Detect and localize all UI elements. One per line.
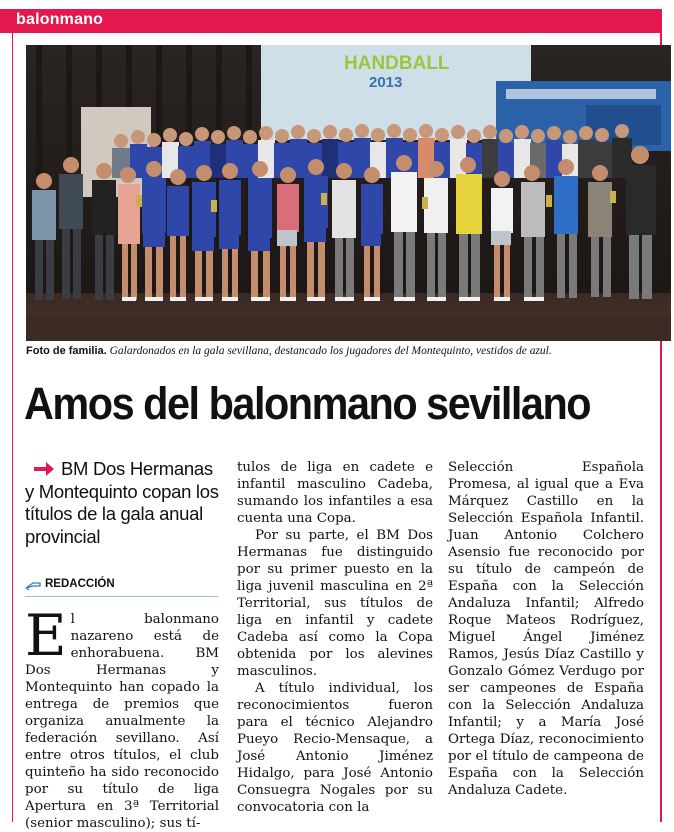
- caption-text: Galardonados en la gala sevillana, destancado los jugadores del Montequinto, vestidos de azul.: [106, 345, 552, 357]
- dropcap: E: [25, 603, 67, 669]
- banner-line2: 2013: [369, 74, 403, 91]
- article-column-3: [448, 459, 644, 799]
- team-photo: [26, 45, 671, 341]
- banner-line1: HANDBALL: [344, 53, 450, 74]
- frame-left-rule: [12, 33, 13, 822]
- article-paragraph: l balonmano nazareno está de enhorabuena. BM Dos Hermanas y Montequinto han copado la entrega de premios que organiza anualmente la federación sevillano. Así entre otros títulos, el club quinteño ha sido reconocido por su título de liga Apertura en 3ª Territorial (senior masculino); sus tí-: [25, 612, 219, 831]
- team-photo-illustration: [26, 45, 671, 341]
- article-column-1: [25, 603, 219, 832]
- pen-icon: [25, 580, 41, 592]
- photo-caption: [26, 345, 656, 357]
- article-paragraph: tulos de liga en cadete e infantil masculino Cadeba, sumando los infantiles a esa cuenta una Copa.: [237, 460, 433, 526]
- frame-top-rule: [0, 31, 661, 33]
- headline: Amos del balonmano sevillano: [24, 378, 591, 429]
- byline-label: REDACCIÓN: [45, 578, 115, 590]
- subtitle-block: [25, 458, 225, 548]
- byline: [25, 576, 218, 597]
- subtitle-text: BM Dos Hermanas y Montequinto copan los títulos de la gala anual provincial: [25, 458, 219, 547]
- arrow-right-icon: [33, 461, 55, 477]
- article-paragraph: Por su parte, el BM Dos Hermanas fue distinguido por su primer puesto en la liga juvenil masculina en 2ª Territorial, sus títulos de liga en infantil y cadete Cadeba así como la Copa obtenida por los alevines masculinos.: [237, 528, 433, 679]
- caption-lead: Foto de familia.: [26, 345, 107, 357]
- section-label: balonmano: [16, 11, 104, 28]
- article-column-2: [237, 459, 433, 816]
- article-paragraph: Selección Española Promesa, al igual que a Eva Márquez Castillo en la Selección Española Infantil. Juan Antonio Colchero Asensio fue reconocido por su título de campeón de España con la Selección Andaluza Infantil; Alfredo Roque Mateos Rodríguez, Miguel Ángel Jiménez Ramos, Jesús Díaz Castillo y Gonzalo Gómez Verdugo por ser campeones de España con la Selección Andaluza Infantil; y a María José Ortega Díaz, reconocimiento por el título de campeona de España con la Selección Andaluza Cadete.: [448, 460, 644, 798]
- article-paragraph: A título individual, los reconocimientos fueron para el técnico Alejandro Pueyo Recio-Mensaque, a José Antonio Jiménez Hidalgo, para José Antonio Consuegra Nogales por su convocatoria con la: [237, 681, 433, 815]
